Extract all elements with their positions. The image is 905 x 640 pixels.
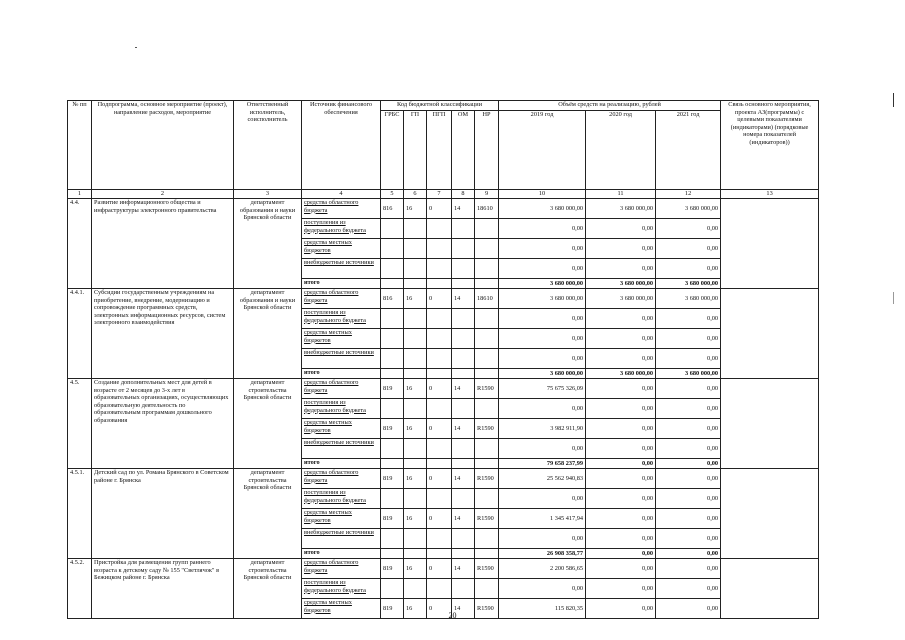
code-gp (404, 489, 427, 509)
code-gp: 16 (404, 559, 427, 579)
table-row (68, 469, 819, 489)
code-om (452, 309, 475, 329)
amount-2019: 0,00 (499, 529, 586, 549)
code-pgp: 0 (427, 379, 452, 399)
col-number: 6 (404, 190, 427, 199)
amount-2021: 0,00 (656, 529, 721, 549)
code-pgp: 0 (427, 419, 452, 439)
amount-2020: 0,00 (586, 239, 656, 259)
row-link (721, 559, 819, 619)
header-volume: Объём средств на реализацию, рублей (499, 101, 721, 111)
code-nr: R1590 (475, 509, 499, 529)
amount-2019: 25 562 940,83 (499, 469, 586, 489)
code-pgp (427, 349, 452, 369)
code-nr: 18610 (475, 199, 499, 219)
code-gp (404, 529, 427, 549)
amount-2019: 0,00 (499, 309, 586, 329)
code-gp: 16 (404, 599, 427, 619)
amount-2021: 0,00 (656, 579, 721, 599)
row-responsible: департамент образования и науки Брянской области (234, 289, 302, 379)
col-number: 7 (427, 190, 452, 199)
code-om (452, 489, 475, 509)
code-pgp: 0 (427, 559, 452, 579)
amount-2020: 0,00 (586, 309, 656, 329)
col-number: 2 (92, 190, 234, 199)
amount-2019: 0,00 (499, 579, 586, 599)
col-number: 9 (475, 190, 499, 199)
source-regional: средства областного бюджета (302, 199, 381, 219)
amount-2019: 115 820,35 (499, 599, 586, 619)
total-2020: 3 680 000,00 (586, 279, 656, 289)
header-num: № пп (68, 101, 92, 190)
code-nr: R1590 (475, 419, 499, 439)
amount-2021: 0,00 (656, 439, 721, 459)
code-nr (475, 329, 499, 349)
amount-2020: 3 680 000,00 (586, 199, 656, 219)
col-number: 8 (452, 190, 475, 199)
code-gp: 16 (404, 379, 427, 399)
total-2019: 3 680 000,00 (499, 369, 586, 379)
row-link (721, 469, 819, 559)
amount-2021: 0,00 (656, 559, 721, 579)
amount-2021: 3 680 000,00 (656, 289, 721, 309)
amount-2021: 0,00 (656, 309, 721, 329)
header-name: Подпрограмма, основное мероприятие (проект), направление расходов, мероприятие (92, 101, 234, 190)
source-regional: средства областного бюджета (302, 379, 381, 399)
code-grbs: 819 (381, 419, 404, 439)
row-link (721, 379, 819, 469)
code-pgp (427, 329, 452, 349)
code-nr: R1590 (475, 559, 499, 579)
code-gp (404, 579, 427, 599)
code-pgp: 0 (427, 509, 452, 529)
row-number: 4.4.1. (68, 289, 92, 379)
row-name: Развитие информационного общества и инфраструктуры электронного правительства (92, 199, 234, 289)
total-2021: 0,00 (656, 459, 721, 469)
code-pgp (427, 579, 452, 599)
amount-2021: 0,00 (656, 509, 721, 529)
code-grbs (381, 309, 404, 329)
amount-2020: 0,00 (586, 219, 656, 239)
row-name: Субсидии государственным учреждениям на приобретение, внедрение, модернизацию и сопровождение программных средств, электронных информационных ресурсов, систем электронного взаимодействия (92, 289, 234, 379)
header-year-2019: 2019 год (499, 111, 586, 190)
code-grbs: 819 (381, 559, 404, 579)
code-om: 14 (452, 289, 475, 309)
code-grbs: 819 (381, 469, 404, 489)
table-row (68, 199, 819, 219)
source-federal: поступления из федерального бюджета (302, 489, 381, 509)
code-om (452, 329, 475, 349)
code-nr (475, 489, 499, 509)
source-regional: средства областного бюджета (302, 289, 381, 309)
header-source: Источник финансового обеспечения (302, 101, 381, 190)
amount-2019: 3 680 000,00 (499, 289, 586, 309)
amount-2019: 0,00 (499, 349, 586, 369)
code-nr: R1590 (475, 379, 499, 399)
amount-2020: 0,00 (586, 439, 656, 459)
code-om (452, 349, 475, 369)
code-grbs (381, 219, 404, 239)
source-federal: поступления из федерального бюджета (302, 219, 381, 239)
code-gp (404, 219, 427, 239)
amount-2020: 0,00 (586, 259, 656, 279)
source-offbudget: внебюджетные источники (302, 349, 381, 369)
amount-2021: 0,00 (656, 419, 721, 439)
col-number: 11 (586, 190, 656, 199)
total-2021: 3 680 000,00 (656, 369, 721, 379)
total-2020: 3 680 000,00 (586, 369, 656, 379)
code-om: 14 (452, 199, 475, 219)
amount-2019: 0,00 (499, 329, 586, 349)
header-year-2021: 2021 год (656, 111, 721, 190)
code-nr (475, 309, 499, 329)
code-grbs (381, 259, 404, 279)
amount-2021: 3 680 000,00 (656, 199, 721, 219)
total-2019: 26 908 358,77 (499, 549, 586, 559)
code-om (452, 439, 475, 459)
amount-2020: 0,00 (586, 489, 656, 509)
code-om (452, 579, 475, 599)
row-number: 4.5.2. (68, 559, 92, 619)
source-total: итого (302, 549, 381, 559)
code-pgp (427, 489, 452, 509)
row-number: 4.5. (68, 379, 92, 469)
code-gp (404, 239, 427, 259)
amount-2021: 0,00 (656, 259, 721, 279)
code-gp: 16 (404, 419, 427, 439)
row-name: Создание дополнительных мест для детей в возрасте от 2 месяцев до 3-х лет в образовательных организациях, осуществляющих образовательную деятельность по образовательным программам дошкольного образования (92, 379, 234, 469)
amount-2020: 3 680 000,00 (586, 289, 656, 309)
code-grbs (381, 489, 404, 509)
source-federal: поступления из федерального бюджета (302, 579, 381, 599)
code-pgp: 0 (427, 199, 452, 219)
total-2020: 0,00 (586, 459, 656, 469)
header-responsible: Ответственный исполнитель, соисполнитель (234, 101, 302, 190)
total-2021: 0,00 (656, 549, 721, 559)
code-pgp (427, 399, 452, 419)
code-nr (475, 399, 499, 419)
amount-2019: 0,00 (499, 219, 586, 239)
source-regional: средства областного бюджета (302, 469, 381, 489)
amount-2021: 0,00 (656, 239, 721, 259)
amount-2020: 0,00 (586, 349, 656, 369)
page-number: 20 (448, 611, 457, 620)
source-total: итого (302, 459, 381, 469)
row-name: Детский сад по ул. Романа Брянского в Советском районе г. Брянска (92, 469, 234, 559)
amount-2019: 0,00 (499, 439, 586, 459)
amount-2021: 0,00 (656, 489, 721, 509)
code-pgp (427, 239, 452, 259)
amount-2020: 0,00 (586, 379, 656, 399)
code-pgp (427, 529, 452, 549)
amount-2020: 0,00 (586, 469, 656, 489)
code-gp: 16 (404, 289, 427, 309)
row-responsible: департамент образования и науки Брянской области (234, 199, 302, 289)
code-om: 14 (452, 419, 475, 439)
code-grbs (381, 439, 404, 459)
table-row (68, 559, 819, 579)
code-om: 14 (452, 509, 475, 529)
code-gp: 16 (404, 509, 427, 529)
scan-speck (135, 47, 137, 48)
scan-edge-mark (893, 292, 894, 304)
code-gp: 16 (404, 199, 427, 219)
source-regional: средства областного бюджета (302, 559, 381, 579)
amount-2021: 0,00 (656, 599, 721, 619)
code-nr: R1590 (475, 599, 499, 619)
budget-table (67, 100, 819, 619)
code-grbs (381, 579, 404, 599)
code-nr (475, 439, 499, 459)
code-om (452, 259, 475, 279)
code-om (452, 239, 475, 259)
amount-2020: 0,00 (586, 559, 656, 579)
code-om: 14 (452, 559, 475, 579)
code-grbs: 819 (381, 379, 404, 399)
source-federal: поступления из федерального бюджета (302, 309, 381, 329)
col-number: 3 (234, 190, 302, 199)
amount-2019: 0,00 (499, 489, 586, 509)
source-local: средства местных бюджетов (302, 329, 381, 349)
amount-2019: 75 675 326,09 (499, 379, 586, 399)
code-om: 14 (452, 469, 475, 489)
amount-2021: 0,00 (656, 399, 721, 419)
row-number: 4.5.1. (68, 469, 92, 559)
total-2019: 79 658 237,99 (499, 459, 586, 469)
header-link: Связь основного мероприятия, проекта АЗ(программы) с целевыми показателями (индикаторами) (порядковые номера показателей (индикаторов)) (721, 101, 819, 190)
code-om (452, 219, 475, 239)
source-total: итого (302, 369, 381, 379)
row-responsible: департамент строительства Брянской области (234, 379, 302, 469)
code-om (452, 399, 475, 419)
source-local: средства местных бюджетов (302, 419, 381, 439)
code-pgp (427, 259, 452, 279)
source-offbudget: внебюджетные источники (302, 259, 381, 279)
col-number: 10 (499, 190, 586, 199)
total-2020: 0,00 (586, 549, 656, 559)
amount-2020: 0,00 (586, 509, 656, 529)
header-om: ОМ (452, 111, 475, 190)
code-gp: 16 (404, 469, 427, 489)
header-year-2020: 2020 год (586, 111, 656, 190)
code-grbs (381, 349, 404, 369)
code-grbs: 819 (381, 509, 404, 529)
code-pgp: 0 (427, 599, 452, 619)
code-gp (404, 349, 427, 369)
source-local: средства местных бюджетов (302, 599, 381, 619)
col-number: 1 (68, 190, 92, 199)
header-gp: ГП (404, 111, 427, 190)
col-number: 5 (381, 190, 404, 199)
code-nr (475, 349, 499, 369)
source-total: итого (302, 279, 381, 289)
header-nr: НР (475, 111, 499, 190)
code-gp (404, 439, 427, 459)
row-number: 4.4. (68, 199, 92, 289)
amount-2020: 0,00 (586, 529, 656, 549)
amount-2020: 0,00 (586, 329, 656, 349)
header-grbs: ГРБС (381, 111, 404, 190)
code-gp (404, 329, 427, 349)
amount-2021: 0,00 (656, 329, 721, 349)
code-nr: R1590 (475, 469, 499, 489)
amount-2020: 0,00 (586, 399, 656, 419)
amount-2020: 0,00 (586, 419, 656, 439)
row-responsible: департамент строительства Брянской области (234, 469, 302, 559)
total-2019: 3 680 000,00 (499, 279, 586, 289)
code-grbs (381, 399, 404, 419)
code-pgp (427, 309, 452, 329)
code-nr (475, 529, 499, 549)
code-pgp: 0 (427, 469, 452, 489)
amount-2020: 0,00 (586, 579, 656, 599)
code-nr (475, 579, 499, 599)
col-number: 12 (656, 190, 721, 199)
amount-2019: 3 982 911,90 (499, 419, 586, 439)
code-om (452, 529, 475, 549)
code-nr (475, 219, 499, 239)
amount-2020: 0,00 (586, 599, 656, 619)
code-gp (404, 399, 427, 419)
amount-2019: 0,00 (499, 259, 586, 279)
header-pgp: ПГП (427, 111, 452, 190)
code-grbs (381, 239, 404, 259)
source-local: средства местных бюджетов (302, 509, 381, 529)
code-nr: 18610 (475, 289, 499, 309)
amount-2019: 1 345 417,94 (499, 509, 586, 529)
amount-2021: 0,00 (656, 379, 721, 399)
row-responsible: департамент строительства Брянской области (234, 559, 302, 619)
code-om: 14 (452, 599, 475, 619)
source-offbudget: внебюджетные источники (302, 529, 381, 549)
row-link (721, 289, 819, 379)
row-link (721, 199, 819, 289)
col-number: 4 (302, 190, 381, 199)
code-grbs: 816 (381, 289, 404, 309)
header-budget-code: Код бюджетной классификации (381, 101, 499, 111)
code-grbs (381, 329, 404, 349)
row-name: Пристройка для размещения групп раннего возраста к детскому саду № 155 "Светлячок" в Бежицком районе г. Брянска (92, 559, 234, 619)
amount-2021: 0,00 (656, 469, 721, 489)
source-federal: поступления из федерального бюджета (302, 399, 381, 419)
total-2021: 3 680 000,00 (656, 279, 721, 289)
code-gp (404, 259, 427, 279)
code-pgp (427, 439, 452, 459)
amount-2019: 0,00 (499, 239, 586, 259)
code-grbs: 816 (381, 199, 404, 219)
table-row (68, 289, 819, 309)
code-grbs: 819 (381, 599, 404, 619)
source-local: средства местных бюджетов (302, 239, 381, 259)
code-grbs (381, 529, 404, 549)
amount-2021: 0,00 (656, 349, 721, 369)
code-pgp: 0 (427, 289, 452, 309)
code-gp (404, 309, 427, 329)
amount-2019: 2 200 586,65 (499, 559, 586, 579)
amount-2019: 0,00 (499, 399, 586, 419)
table-row (68, 379, 819, 399)
source-offbudget: внебюджетные источники (302, 439, 381, 459)
code-nr (475, 239, 499, 259)
code-pgp (427, 219, 452, 239)
scan-edge-mark (893, 93, 894, 107)
col-number: 13 (721, 190, 819, 199)
code-om: 14 (452, 379, 475, 399)
amount-2021: 0,00 (656, 219, 721, 239)
code-nr (475, 259, 499, 279)
amount-2019: 3 680 000,00 (499, 199, 586, 219)
